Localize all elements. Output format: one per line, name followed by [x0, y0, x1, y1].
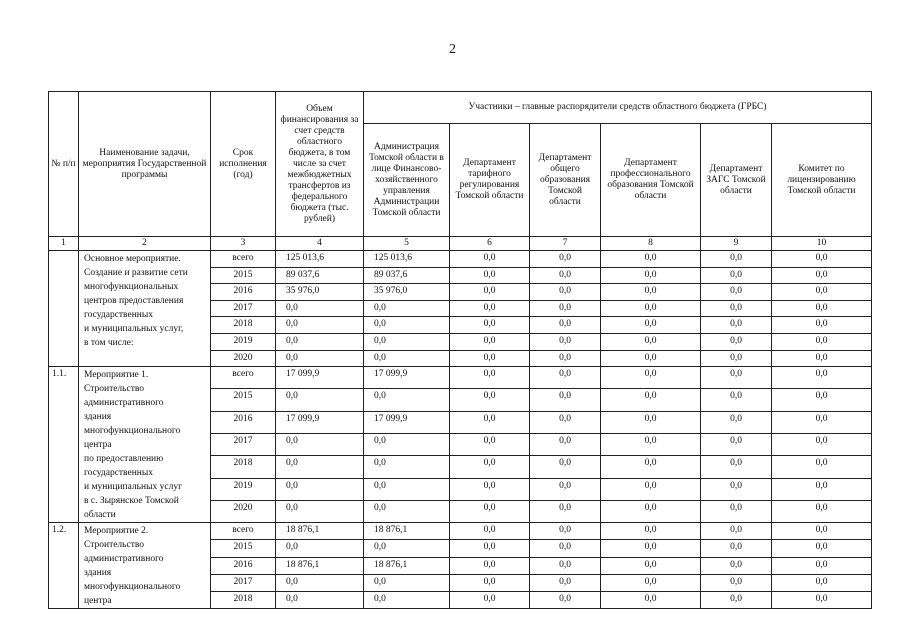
activity-name-line: многофункционального: [84, 582, 181, 593]
column-number: 4: [276, 237, 364, 251]
total-volume-cell: 89 037,6: [276, 267, 364, 284]
grbs-licensing-cell: 0,0: [772, 591, 872, 608]
year-cell: 2015: [211, 267, 276, 284]
grbs-admin-cell: 18 876,1: [364, 557, 450, 574]
grbs-general-edu-cell: 0,0: [530, 478, 601, 500]
total-volume-cell: 0,0: [276, 478, 364, 500]
grbs-general-edu-cell: 0,0: [530, 591, 601, 608]
total-volume-cell: 125 013,6: [276, 251, 364, 268]
grbs-licensing-cell: 0,0: [772, 333, 872, 350]
total-volume-cell: 0,0: [276, 317, 364, 334]
grbs-prof-edu-cell: 0,0: [601, 389, 701, 411]
grbs-tariff-cell: 0,0: [450, 411, 530, 433]
grbs-licensing-cell: 0,0: [772, 557, 872, 574]
grbs-general-edu-cell: 0,0: [530, 523, 601, 540]
column-number: 5: [364, 237, 450, 251]
grbs-admin-cell: 0,0: [364, 350, 450, 367]
grbs-zags-cell: 0,0: [701, 411, 772, 433]
grbs-general-edu-cell: 0,0: [530, 300, 601, 317]
year-cell: 2020: [211, 350, 276, 367]
financing-table: [48, 91, 872, 609]
grbs-admin-cell: 125 013,6: [364, 251, 450, 268]
total-volume-cell: 18 876,1: [276, 523, 364, 540]
grbs-zags-cell: 0,0: [701, 284, 772, 301]
grbs-tariff-cell: 0,0: [450, 300, 530, 317]
grbs-general-edu-cell: 0,0: [530, 251, 601, 268]
grbs-tariff-cell: 0,0: [450, 389, 530, 411]
total-volume-cell: 0,0: [276, 591, 364, 608]
column-number: 7: [530, 237, 601, 251]
grbs-tariff-cell: 0,0: [450, 267, 530, 284]
grbs-admin-cell: 0,0: [364, 591, 450, 608]
grbs-zags-cell: 0,0: [701, 267, 772, 284]
grbs-general-edu-cell: 0,0: [530, 350, 601, 367]
grbs-prof-edu-cell: 0,0: [601, 591, 701, 608]
grbs-tariff-cell: 0,0: [450, 317, 530, 334]
grbs-prof-edu-cell: 0,0: [601, 434, 701, 456]
activity-name-line: Мероприятие 2.: [84, 526, 149, 537]
column-number: 2: [79, 237, 211, 251]
grbs-prof-edu-cell: 0,0: [601, 317, 701, 334]
grbs-tariff-cell: 0,0: [450, 574, 530, 591]
grbs-zags-cell: 0,0: [701, 523, 772, 540]
table-row: [49, 251, 872, 268]
year-cell: 2016: [211, 557, 276, 574]
grbs-general-edu-cell: 0,0: [530, 284, 601, 301]
page-number: 2: [449, 42, 456, 57]
activity-name-line: Основное мероприятие.: [84, 254, 181, 264]
activity-name: [79, 367, 211, 523]
activity-name-line: государственных: [84, 468, 154, 479]
grbs-zags-cell: 0,0: [701, 478, 772, 500]
grbs-tariff-cell: 0,0: [450, 251, 530, 268]
grbs-zags-cell: 0,0: [701, 591, 772, 608]
grbs-tariff-cell: 0,0: [450, 367, 530, 389]
year-cell: 2019: [211, 333, 276, 350]
grbs-tariff-cell: 0,0: [450, 284, 530, 301]
grbs-admin-cell: 35 976,0: [364, 284, 450, 301]
total-volume-cell: 17 099,9: [276, 367, 364, 389]
header-grbs-tariff: Департамент тарифного регулирования Томской области: [450, 124, 530, 237]
grbs-prof-edu-cell: 0,0: [601, 251, 701, 268]
grbs-licensing-cell: 0,0: [772, 540, 872, 557]
column-number: 9: [701, 237, 772, 251]
total-volume-cell: 0,0: [276, 434, 364, 456]
activity-name-line: административного: [84, 398, 164, 409]
grbs-zags-cell: 0,0: [701, 540, 772, 557]
grbs-prof-edu-cell: 0,0: [601, 478, 701, 500]
total-volume-cell: 0,0: [276, 389, 364, 411]
grbs-licensing-cell: 0,0: [772, 300, 872, 317]
grbs-tariff-cell: 0,0: [450, 478, 530, 500]
total-volume-cell: 35 976,0: [276, 284, 364, 301]
grbs-general-edu-cell: 0,0: [530, 267, 601, 284]
grbs-prof-edu-cell: 0,0: [601, 267, 701, 284]
grbs-general-edu-cell: 0,0: [530, 389, 601, 411]
grbs-zags-cell: 0,0: [701, 456, 772, 478]
year-cell: 2018: [211, 456, 276, 478]
grbs-licensing-cell: 0,0: [772, 350, 872, 367]
grbs-general-edu-cell: 0,0: [530, 411, 601, 433]
grbs-general-edu-cell: 0,0: [530, 333, 601, 350]
total-volume-cell: 0,0: [276, 333, 364, 350]
grbs-tariff-cell: 0,0: [450, 557, 530, 574]
grbs-tariff-cell: 0,0: [450, 500, 530, 522]
grbs-admin-cell: 89 037,6: [364, 267, 450, 284]
year-cell: 2015: [211, 389, 276, 411]
grbs-zags-cell: 0,0: [701, 251, 772, 268]
column-number: 8: [601, 237, 701, 251]
activity-name: [79, 251, 211, 367]
grbs-licensing-cell: 0,0: [772, 367, 872, 389]
total-volume-cell: 0,0: [276, 350, 364, 367]
grbs-zags-cell: 0,0: [701, 367, 772, 389]
grbs-tariff-cell: 0,0: [450, 350, 530, 367]
year-cell: 2016: [211, 411, 276, 433]
grbs-general-edu-cell: 0,0: [530, 540, 601, 557]
grbs-admin-cell: 0,0: [364, 540, 450, 557]
grbs-licensing-cell: 0,0: [772, 574, 872, 591]
column-numbers-row: [49, 237, 872, 251]
grbs-licensing-cell: 0,0: [772, 500, 872, 522]
grbs-admin-cell: 0,0: [364, 300, 450, 317]
year-cell: 2017: [211, 434, 276, 456]
table-body: [49, 251, 872, 609]
total-volume-cell: 0,0: [276, 574, 364, 591]
grbs-admin-cell: 0,0: [364, 333, 450, 350]
activity-name-line: и муниципальных услуг: [84, 482, 182, 493]
activity-name-line: здания: [84, 412, 112, 423]
activity-name-line: Строительство: [84, 540, 145, 551]
grbs-admin-cell: 0,0: [364, 389, 450, 411]
grbs-licensing-cell: 0,0: [772, 411, 872, 433]
grbs-licensing-cell: 0,0: [772, 523, 872, 540]
grbs-zags-cell: 0,0: [701, 574, 772, 591]
activity-name-line: многофункциональных: [84, 282, 179, 292]
header-num: № п/п: [49, 92, 79, 237]
column-number: 10: [772, 237, 872, 251]
header-grbs-general-edu: Департамент общего образования Томской области: [530, 124, 601, 237]
grbs-prof-edu-cell: 0,0: [601, 500, 701, 522]
grbs-tariff-cell: 0,0: [450, 523, 530, 540]
grbs-prof-edu-cell: 0,0: [601, 411, 701, 433]
grbs-admin-cell: 18 876,1: [364, 523, 450, 540]
grbs-tariff-cell: 0,0: [450, 456, 530, 478]
grbs-licensing-cell: 0,0: [772, 251, 872, 268]
grbs-admin-cell: 0,0: [364, 500, 450, 522]
grbs-zags-cell: 0,0: [701, 333, 772, 350]
header-name: Наименование задачи, мероприятия Государственной программы: [79, 92, 211, 237]
grbs-zags-cell: 0,0: [701, 557, 772, 574]
grbs-prof-edu-cell: 0,0: [601, 367, 701, 389]
grbs-tariff-cell: 0,0: [450, 333, 530, 350]
grbs-admin-cell: 0,0: [364, 478, 450, 500]
grbs-admin-cell: 0,0: [364, 317, 450, 334]
total-volume-cell: 0,0: [276, 500, 364, 522]
row-index: 1.1.: [49, 367, 79, 523]
grbs-admin-cell: 17 099,9: [364, 411, 450, 433]
grbs-prof-edu-cell: 0,0: [601, 557, 701, 574]
column-number: 6: [450, 237, 530, 251]
activity-name-line: здания: [84, 568, 112, 579]
activity-name-line: Создание и развитие сети: [84, 268, 188, 278]
year-cell: 2017: [211, 574, 276, 591]
grbs-admin-cell: 0,0: [364, 574, 450, 591]
grbs-prof-edu-cell: 0,0: [601, 300, 701, 317]
table-row: [49, 367, 872, 389]
grbs-general-edu-cell: 0,0: [530, 500, 601, 522]
year-cell: 2018: [211, 317, 276, 334]
year-cell: всего: [211, 251, 276, 268]
table-row: [49, 523, 872, 540]
header-volume: Объем финансирования за счет средств областного бюджета, в том числе за счет межбюджетных трансфертов из федерального бюджета (тыс. рублей): [276, 92, 364, 237]
grbs-zags-cell: 0,0: [701, 317, 772, 334]
year-cell: всего: [211, 367, 276, 389]
column-number: 1: [49, 237, 79, 251]
grbs-prof-edu-cell: 0,0: [601, 456, 701, 478]
header-grbs-licensing: Комитет по лицензированию Томской области: [772, 124, 872, 237]
grbs-licensing-cell: 0,0: [772, 434, 872, 456]
row-index: 1.2.: [49, 523, 79, 609]
grbs-general-edu-cell: 0,0: [530, 317, 601, 334]
year-cell: 2016: [211, 284, 276, 301]
activity-name-line: административного: [84, 554, 164, 565]
row-index: [49, 251, 79, 367]
grbs-licensing-cell: 0,0: [772, 389, 872, 411]
header-participants: Участники – главные распорядители средств областного бюджета (ГРБС): [364, 92, 872, 124]
grbs-zags-cell: 0,0: [701, 434, 772, 456]
year-cell: 2020: [211, 500, 276, 522]
grbs-tariff-cell: 0,0: [450, 434, 530, 456]
header-term: Срок исполнения (год): [211, 92, 276, 237]
header-grbs-zags: Департамент ЗАГС Томской области: [701, 124, 772, 237]
column-number: 3: [211, 237, 276, 251]
grbs-general-edu-cell: 0,0: [530, 367, 601, 389]
grbs-admin-cell: 17 099,9: [364, 367, 450, 389]
total-volume-cell: 0,0: [276, 456, 364, 478]
grbs-licensing-cell: 0,0: [772, 456, 872, 478]
grbs-licensing-cell: 0,0: [772, 267, 872, 284]
total-volume-cell: 0,0: [276, 300, 364, 317]
activity-name: [79, 523, 211, 609]
grbs-admin-cell: 0,0: [364, 434, 450, 456]
grbs-zags-cell: 0,0: [701, 389, 772, 411]
table-header: [49, 92, 872, 251]
activity-name-line: центра: [84, 596, 112, 607]
grbs-tariff-cell: 0,0: [450, 591, 530, 608]
grbs-admin-cell: 0,0: [364, 456, 450, 478]
grbs-zags-cell: 0,0: [701, 350, 772, 367]
activity-name-line: области: [84, 510, 116, 521]
activity-name-line: по предоставлению: [84, 454, 164, 465]
year-cell: 2015: [211, 540, 276, 557]
grbs-prof-edu-cell: 0,0: [601, 523, 701, 540]
activity-name-line: многофункционального: [84, 426, 181, 437]
grbs-licensing-cell: 0,0: [772, 478, 872, 500]
grbs-general-edu-cell: 0,0: [530, 434, 601, 456]
grbs-licensing-cell: 0,0: [772, 284, 872, 301]
grbs-prof-edu-cell: 0,0: [601, 333, 701, 350]
activity-name-line: и муниципальных услуг,: [84, 324, 184, 334]
grbs-general-edu-cell: 0,0: [530, 574, 601, 591]
header-grbs-admin: Администрация Томской области в лице Финансово-хозяйственного управления Администрации Томской области: [364, 124, 450, 237]
grbs-zags-cell: 0,0: [701, 500, 772, 522]
activity-name-line: Мероприятие 1.: [84, 370, 149, 381]
grbs-general-edu-cell: 0,0: [530, 557, 601, 574]
year-cell: 2017: [211, 300, 276, 317]
activity-name-line: в с. Зырянское Томской: [84, 496, 179, 507]
activity-name-line: в том числе:: [84, 338, 134, 348]
grbs-tariff-cell: 0,0: [450, 540, 530, 557]
grbs-prof-edu-cell: 0,0: [601, 574, 701, 591]
total-volume-cell: 0,0: [276, 540, 364, 557]
grbs-prof-edu-cell: 0,0: [601, 284, 701, 301]
grbs-general-edu-cell: 0,0: [530, 456, 601, 478]
grbs-prof-edu-cell: 0,0: [601, 540, 701, 557]
grbs-prof-edu-cell: 0,0: [601, 350, 701, 367]
activity-name-line: центров предоставления: [84, 296, 184, 306]
activity-name-line: центра: [84, 440, 112, 451]
activity-name-line: Строительство: [84, 384, 145, 395]
total-volume-cell: 18 876,1: [276, 557, 364, 574]
grbs-zags-cell: 0,0: [701, 300, 772, 317]
grbs-licensing-cell: 0,0: [772, 317, 872, 334]
total-volume-cell: 17 099,9: [276, 411, 364, 433]
activity-name-line: государственных: [84, 310, 154, 320]
year-cell: всего: [211, 523, 276, 540]
year-cell: 2019: [211, 478, 276, 500]
header-grbs-prof-edu: Департамент профессионального образования Томской области: [601, 124, 701, 237]
year-cell: 2018: [211, 591, 276, 608]
